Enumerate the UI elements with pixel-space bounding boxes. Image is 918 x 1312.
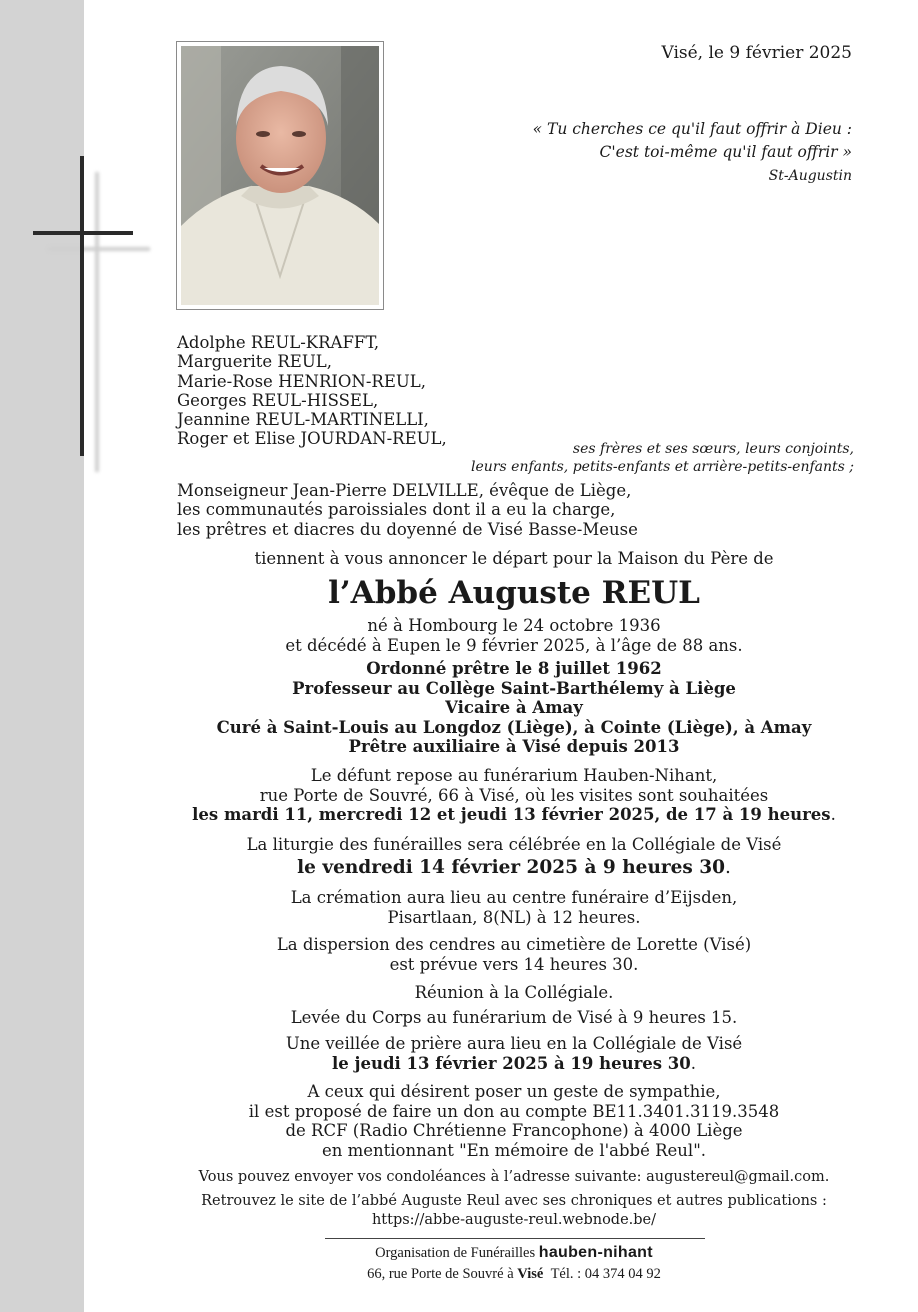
family-member: Marie-Rose HENRION-REUL, [177,371,426,391]
church-line: Monseigneur Jean-Pierre DELVILLE, évêque de Liège, [177,481,632,500]
website-link[interactable]: https://abbe-auguste-reul.webnode.be/ [371,1212,657,1228]
relation-line: leurs enfants, petits-enfants et arrière-petits-enfants ; [471,458,854,475]
brand-logo: hauben-nihant [538,1244,653,1261]
donation-line: en mentionnant "En mémoire de l'abbé Reul". [321,1140,707,1160]
funeral-date: le vendredi 14 février 2025 à 9 heures 30 [297,856,726,878]
birth-line: né à Hombourg le 24 octobre 1936 [367,616,661,635]
left-gray-band [0,0,84,1312]
donation-line: il est proposé de faire un don au compte BE11.3401.3119.3548 [248,1101,780,1121]
visits-line: Le défunt repose au funérarium Hauben-Nihant, [310,766,718,785]
cremation-line: La crémation aura lieu au centre funéraire d’Eijsden, [290,888,738,907]
reunion-line: Réunion à la Collégiale. [414,983,614,1002]
career-item: Curé à Saint-Louis au Longdoz (Liège), à Cointe (Liège), à Amay [216,717,812,737]
vigil-line: Une veillée de prière aura lieu en la Collégiale de Visé [285,1034,743,1053]
career-item: Ordonné prêtre le 8 juillet 1962 [366,659,662,678]
cross-icon [80,156,84,456]
deceased-name: l’Abbé Auguste REUL [328,575,700,611]
visits-dates: les mardi 11, mercredi 12 et jeudi 13 février 2025, de 17 à 19 heures [192,805,831,825]
career-list [84,659,918,757]
cross-shadow-arm [48,247,150,251]
funeral-block: La liturgie des funérailles sera célébrée en la Collégiale de Visé le vendredi 14 février 2025 à 9 heures 30. [84,835,918,877]
family-list [177,333,447,449]
vigil-date: le jeudi 13 février 2025 à 19 heures 30 [331,1053,691,1073]
dispersion-line: est prévue vers 14 heures 30. [389,954,639,974]
quote-block [533,118,852,188]
donation-line: A ceux qui désirent poser un geste de sympathie, [307,1082,721,1101]
family-member: Jeannine REUL-MARTINELLI, [177,410,429,430]
vigil-block: Une veillée de prière aura lieu en la Collégiale de Visé le jeudi 13 février 2025 à 19 heures 30. [84,1034,918,1073]
footer-address [84,1266,918,1283]
visits-block: Le défunt repose au funérarium Hauben-Nihant, rue Porte de Souvré, 66 à Visé, où les visites sont souhaitées les mardi 11, mercredi 12 et jeudi 13 février 2025, de 17 à 19 heures. [84,766,918,825]
dispersion-block [84,935,918,974]
priest-portrait-image [181,46,379,305]
church-line: les prêtres et diacres du doyenné de Visé Basse-Meuse [177,519,638,539]
dispersion-line: La dispersion des cendres au cimetière de Lorette (Visé) [276,935,752,954]
announcement-intro: tiennent à vous annoncer le départ pour la Maison du Père de [254,549,774,568]
publication-date: Visé, le 9 février 2025 [661,43,852,63]
career-item: Prêtre auxiliaire à Visé depuis 2013 [348,737,680,757]
quote-line: « Tu cherches ce qu'il faut offrir à Dieu : [532,120,852,138]
footer-org [84,1244,918,1262]
career-item: Professeur au Collège Saint-Barthélemy à Liège [292,678,736,698]
death-line: et décédé à Eupen le 9 février 2025, à l’âge de 88 ans. [285,636,743,655]
church-list [177,481,638,539]
cremation-block [84,888,918,927]
quote-line: C'est toi-même qu'il faut offrir » [599,143,852,161]
donation-block [84,1082,918,1160]
family-member: Adolphe REUL-KRAFFT, [177,333,380,352]
footer-org-label: Organisation de Funérailles [375,1245,536,1261]
relation-line: ses frères et ses sœurs, leurs conjoints, [572,441,854,457]
visits-line: rue Porte de Souvré, 66 à Visé, où les visites sont souhaitées [259,785,769,805]
footer-street: 66, rue Porte de Souvré à [367,1266,514,1282]
funeral-line: La liturgie des funérailles sera célébrée en la Collégiale de Visé [246,835,782,854]
portrait-photo [176,41,384,310]
levee-line: Levée du Corps au funérarium de Visé à 9 heures 15. [290,1008,738,1027]
family-relation [471,441,854,476]
website-block [84,1192,918,1230]
footer-divider [325,1238,705,1239]
family-member: Marguerite REUL, [177,352,332,372]
church-line: les communautés paroissiales dont il a eu la charge, [177,500,616,520]
footer-city: Visé [517,1266,544,1282]
family-member: Roger et Elise JOURDAN-REUL, [177,429,447,449]
footer-phone: Tél. : 04 374 04 92 [550,1266,661,1282]
cremation-line: Pisartlaan, 8(NL) à 12 heures. [387,907,641,927]
donation-line: de RCF (Radio Chrétienne Francophone) à 4000 Liège [285,1121,743,1141]
quote-author: St-Augustin [768,168,852,184]
cross-icon-arm [33,231,133,235]
family-member: Georges REUL-HISSEL, [177,390,379,410]
cross-shadow [95,172,99,472]
career-item: Vicaire à Amay [445,698,583,718]
condolences-line: Vous pouvez envoyer vos condoléances à l’adresse suivante: augustereul@gmail.com. [198,1169,830,1185]
website-intro: Retrouvez le site de l’abbé Auguste Reul avec ses chroniques et autres publications : [201,1193,827,1209]
